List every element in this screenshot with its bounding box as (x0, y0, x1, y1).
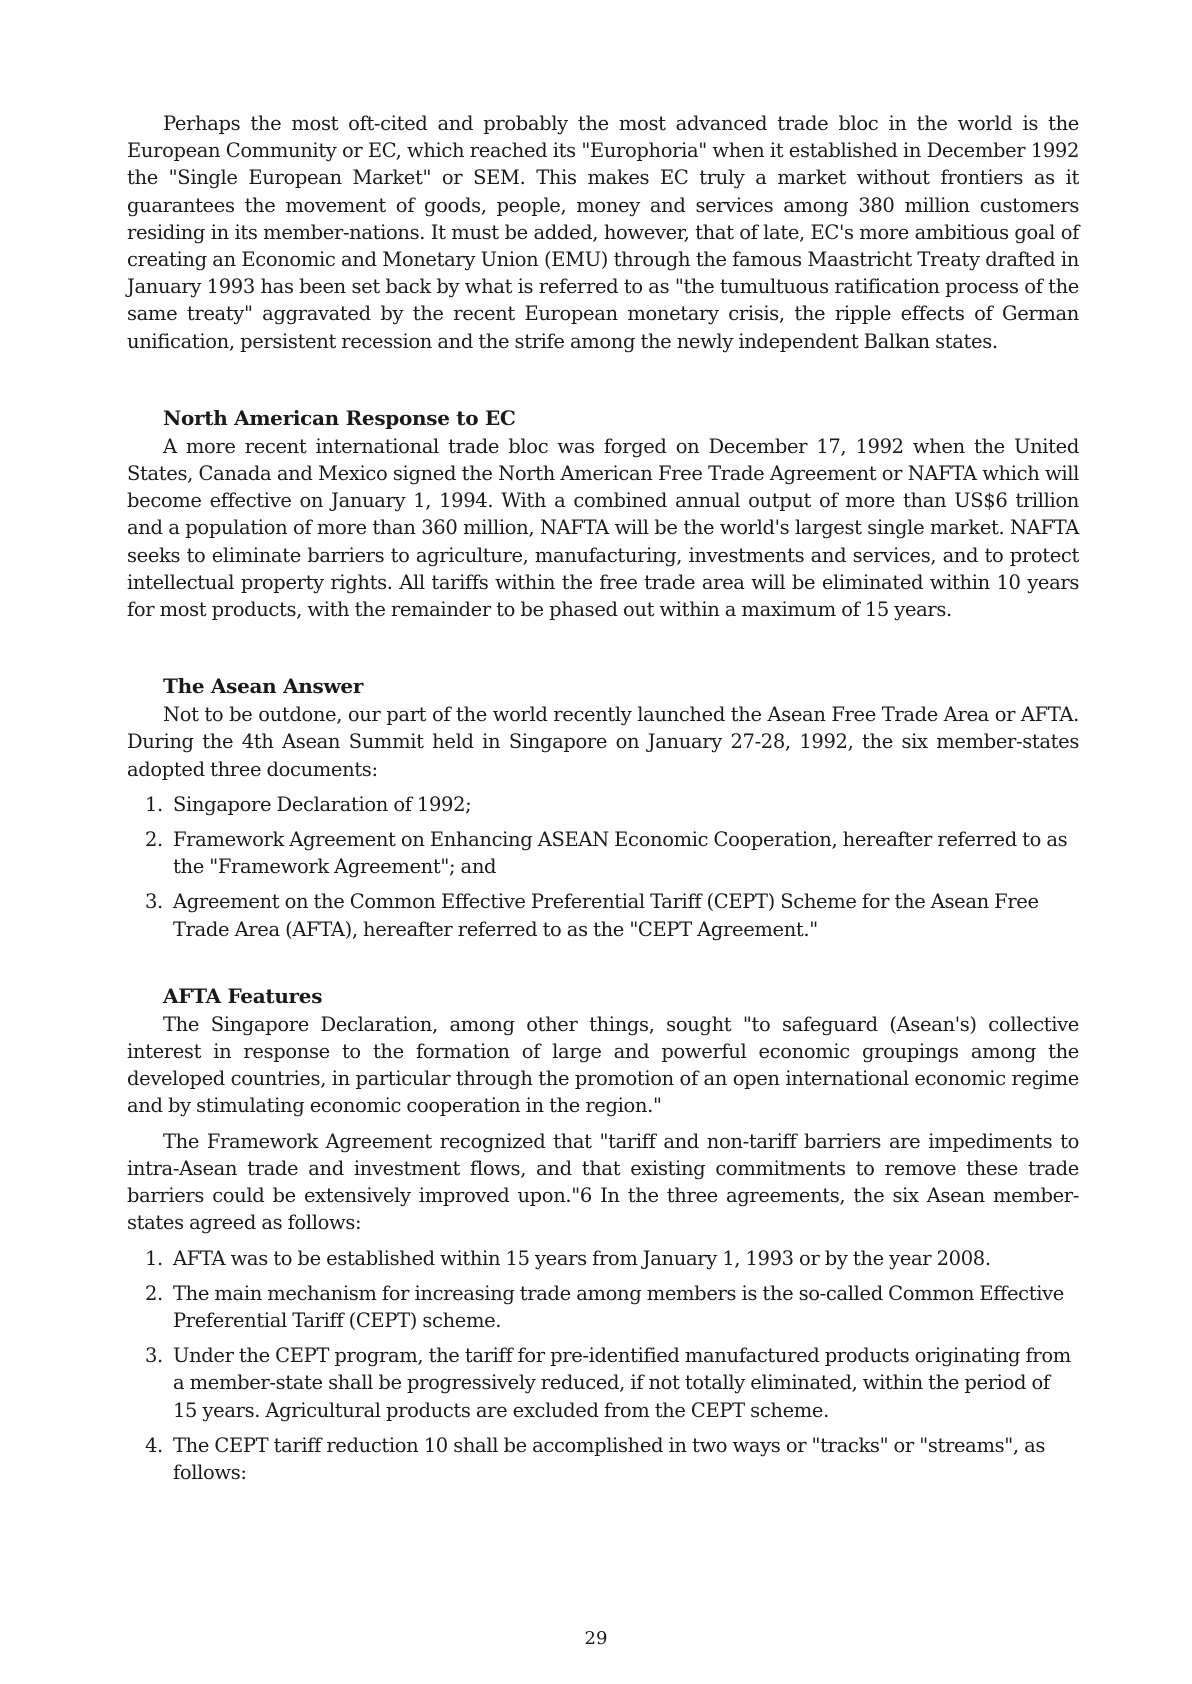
spacer (127, 1120, 1079, 1128)
list-item (127, 1280, 1079, 1334)
spacer (127, 951, 1079, 981)
list-item-text: The CEPT tariff reduction 10 shall be accomplished in two ways or "tracks" or "streams", as follows: (173, 1433, 1045, 1484)
intro-paragraph: Perhaps the most oft-cited and probably the most advanced trade bloc in the world is the European Community or EC, which reached its "Europhoria" when it established in December 1992 the "Single European Market" or SEM. This makes EC truly a market without frontiers as it guarantees the movement of goods, people, money and services among 380 million customers residing in its member-nations. It must be added, however, that of late, EC's more ambitious goal of creating an Economic and Monetary Union (EMU) through the famous Maastricht Treaty drafted in January 1993 has been set back by what is referred to as "the tumultuous ratification process of the same treaty" aggravated by the recent European monetary crisis, the ripple effects of German unification, persistent recession and the strife among the newly independent Balkan states. (127, 112, 1079, 353)
list-item-number: 1. (145, 792, 163, 816)
spacer (127, 1237, 1079, 1245)
heading-asean-answer: The Asean Answer (163, 674, 364, 699)
list-item-number: 3. (145, 890, 163, 914)
heading-north-american-response: North American Response to EC (163, 405, 516, 430)
list-item (127, 1432, 1079, 1486)
list-item (127, 1342, 1079, 1424)
list-item-number: 1. (145, 1246, 163, 1270)
list-item-text: Singapore Declaration of 1992; (173, 792, 472, 816)
list-item-text: Agreement on the Common Effective Preferential Tariff (CEPT) Scheme for the Asean Free Trade Area (AFTA), hereafter referred to as the "CEPT Agreement." (173, 890, 1039, 941)
nafta-paragraph: A more recent international trade bloc was forged on December 17, 1992 when the United States, Canada and Mexico signed the North American Free Trade Agreement or NAFTA which will become effective on January 1, 1994. With a combined annual output of more than US$6 trillion and a population of more than 360 million, NAFTA will be the world's largest single market. NAFTA seeks to eliminate barriers to agriculture, manufacturing, investments and services, and to protect intellectual property rights. All tariffs within the free trade area will be eliminated within 10 years for most products, with the remainder to be phased out within a maximum of 15 years. (127, 434, 1079, 622)
list-item-number: 2. (145, 1281, 163, 1305)
list-item-number: 3. (145, 1344, 163, 1368)
list-item-text: Under the CEPT program, the tariff for pre-identified manufactured products originating from a member-state shall be progressively reduced, if not totally eliminated, within the period of 15 years. Agricultural products are excluded from the CEPT scheme. (173, 1344, 1071, 1422)
list-item-text: AFTA was to be established within 15 years from January 1, 1993 or by the year 2008. (173, 1246, 991, 1270)
spacer (127, 355, 1079, 403)
page-number: 29 (584, 1628, 608, 1649)
list-item (127, 1245, 1079, 1272)
list-item (127, 826, 1079, 880)
document-page (127, 110, 1079, 1494)
afta-paragraph-2: The Framework Agreement recognized that "tariff and non-tariff barriers are impediments to intra-Asean trade and investment flows, and that existing commitments to remove these trade barriers could be extensively improved upon."6 In the three agreements, the six Asean member-states agreed as follows: (127, 1129, 1079, 1235)
asean-paragraph: Not to be outdone, our part of the world recently launched the Asean Free Trade Area or AFTA. During the 4th Asean Summit held in Singapore on January 27-28, 1992, the six member-states adopted three documents: (127, 703, 1079, 781)
list-item (127, 791, 1079, 818)
list-item-number: 4. (145, 1433, 163, 1457)
spacer (127, 783, 1079, 791)
afta-agreements-list (127, 1245, 1079, 1487)
afta-paragraph-1: The Singapore Declaration, among other things, sought "to safeguard (Asean's) collective interest in response to the formation of large and powerful economic groupings among the developed countries, in particular through the promotion of an open international economic regime and by stimulating economic cooperation in the region." (127, 1012, 1079, 1118)
list-item-number: 2. (145, 828, 163, 852)
list-item-text: Framework Agreement on Enhancing ASEAN Economic Cooperation, hereafter referred to as the "Framework Agreement"; and (173, 828, 1068, 879)
list-item-text: The main mechanism for increasing trade among members is the so-called Common Effective Preferential Tariff (CEPT) scheme. (173, 1281, 1064, 1332)
asean-documents-list (127, 791, 1079, 943)
list-item (127, 888, 1079, 942)
spacer (127, 623, 1079, 671)
heading-afta-features: AFTA Features (163, 983, 323, 1008)
